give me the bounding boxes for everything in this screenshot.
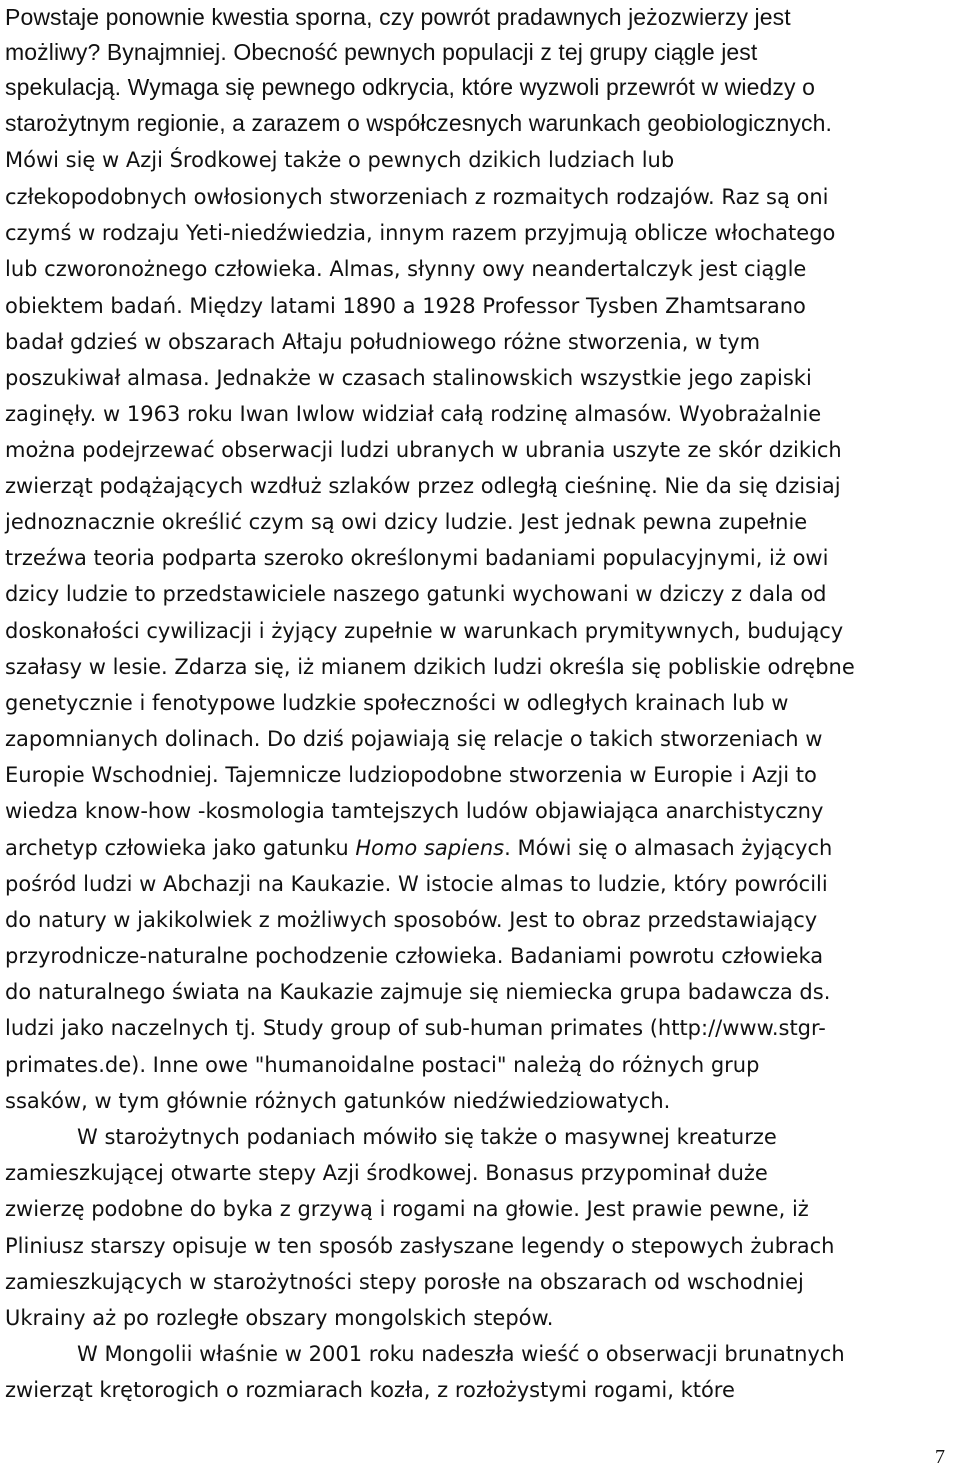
- text-line: Pliniusz starszy opisuje w ten sposób zasłyszane legendy o stepowych żubrach: [5, 1234, 835, 1258]
- text-line: zapomnianych dolinach. Do dziś pojawiają się relacje o takich stworzeniach w: [5, 727, 823, 751]
- text-line: ssaków, w tym głównie różnych gatunków niedźwiedziowatych.: [5, 1089, 671, 1113]
- text-line: lub czworonożnego człowieka. Almas, słynny owy neandertalczyk jest ciągle: [5, 257, 807, 281]
- text-line: trzeźwa teoria podparta szeroko określonymi badaniami populacyjnymi, iż owi: [5, 546, 829, 570]
- text-line: doskonałości cywilizacji i żyjący zupełnie w warunkach prymitywnych, budujący: [5, 619, 844, 643]
- text-line: badał gdzieś w obszarach Ałtaju południowego różne stworzenia, w tym: [5, 330, 761, 354]
- text-line: [5, 831, 832, 865]
- text-line: zamieszkujących w starożytności stepy porosłe na obszarach od wschodniej: [5, 1270, 804, 1294]
- text-line: starożytnym regionie, a zarazem o współczesnych warunkach geobiologicznych.: [5, 110, 832, 136]
- text-line: primates.de). Inne owe "humanoidalne postaci" należą do różnych grup: [5, 1053, 760, 1077]
- text-line: dzicy ludzie to przedstawiciele naszego gatunki wychowani w dziczy z dala od: [5, 582, 827, 606]
- text-line: szałasy w lesie. Zdarza się, iż mianem dzikich ludzi określa się pobliskie odrębne: [5, 655, 855, 679]
- italic-term: Homo sapiens: [355, 836, 505, 860]
- paragraph-first-line: W Mongolii właśnie w 2001 roku nadeszła wieść o obserwacji brunatnych: [77, 1342, 845, 1366]
- text-line: do naturalnego świata na Kaukazie zajmuje się niemiecka grupa badawcza ds.: [5, 980, 831, 1004]
- text-line: czymś w rodzaju Yeti-niedźwiedzia, innym razem przyjmują oblicze włochatego: [5, 221, 836, 245]
- text-line: możliwy? Bynajmniej. Obecność pewnych populacji z tej grupy ciągle jest: [5, 39, 758, 65]
- text-line: Europie Wschodniej. Tajemnicze ludziopodobne stworzenia w Europie i Azji to: [5, 763, 817, 787]
- text-line: wiedza know-how -kosmologia tamtejszych ludów objawiająca anarchistyczny: [5, 799, 824, 823]
- text-line: Powstaje ponownie kwestia sporna, czy powrót pradawnych jeżozwierzy jest: [5, 4, 791, 30]
- text-line: zwierząt krętorogich o rozmiarach kozła, z rozłożystymi rogami, które: [5, 1378, 735, 1402]
- text-line: obiektem badań. Między latami 1890 a 1928 Professor Tysben Zhamtsarano: [5, 294, 806, 318]
- text-line: zamieszkującej otwarte stepy Azji środkowej. Bonasus przypominał duże: [5, 1161, 768, 1185]
- text-line: Mówi się w Azji Środkowej także o pewnych dzikich ludziach lub: [5, 148, 675, 172]
- text-line: człekopodobnych owłosionych stworzeniach z rozmaitych rodzajów. Raz są oni: [5, 185, 829, 209]
- text-line: można podejrzewać obserwacji ludzi ubranych w ubrania uszyte ze skór dzikich: [5, 438, 842, 462]
- text-line: do natury w jakikolwiek z możliwych sposobów. Jest to obraz przedstawiający: [5, 908, 818, 932]
- text-line: ludzi jako naczelnych tj. Study group of sub-human primates (http://www.stgr-: [5, 1016, 826, 1040]
- text-line: jednoznacznie określić czym są owi dzicy ludzie. Jest jednak pewna zupełnie: [5, 510, 808, 534]
- text-line: genetycznie i fenotypowe ludzkie społeczności w odległych krainach lub w: [5, 691, 789, 715]
- text-line: zwierząt podążających wzdłuż szlaków przez odległą cieśninę. Nie da się dzisiaj: [5, 474, 841, 498]
- text-run: . Mówi się o almasach żyjących: [504, 836, 833, 860]
- text-line: przyrodnicze-naturalne pochodzenie człowieka. Badaniami powrotu człowieka: [5, 944, 824, 968]
- text-line: zwierzę podobne do byka z grzywą i rogami na głowie. Jest prawie pewne, iż: [5, 1197, 809, 1221]
- text-run: archetyp człowieka jako gatunku: [5, 836, 356, 860]
- page-number: 7: [935, 1446, 945, 1468]
- text-line: zaginęły. w 1963 roku Iwan Iwlow widział całą rodzinę almasów. Wyobrażalnie: [5, 402, 822, 426]
- text-line: spekulacją. Wymaga się pewnego odkrycia, które wyzwoli przewrót w wiedzy o: [5, 74, 815, 100]
- text-line: Ukrainy aż po rozległe obszary mongolskich stepów.: [5, 1306, 554, 1330]
- text-line: poszukiwał almasa. Jednakże w czasach stalinowskich wszystkie jego zapiski: [5, 366, 812, 390]
- paragraph-first-line: W starożytnych podaniach mówiło się także o masywnej kreaturze: [77, 1125, 777, 1149]
- text-line: pośród ludzi w Abchazji na Kaukazie. W istocie almas to ludzie, który powrócili: [5, 872, 828, 896]
